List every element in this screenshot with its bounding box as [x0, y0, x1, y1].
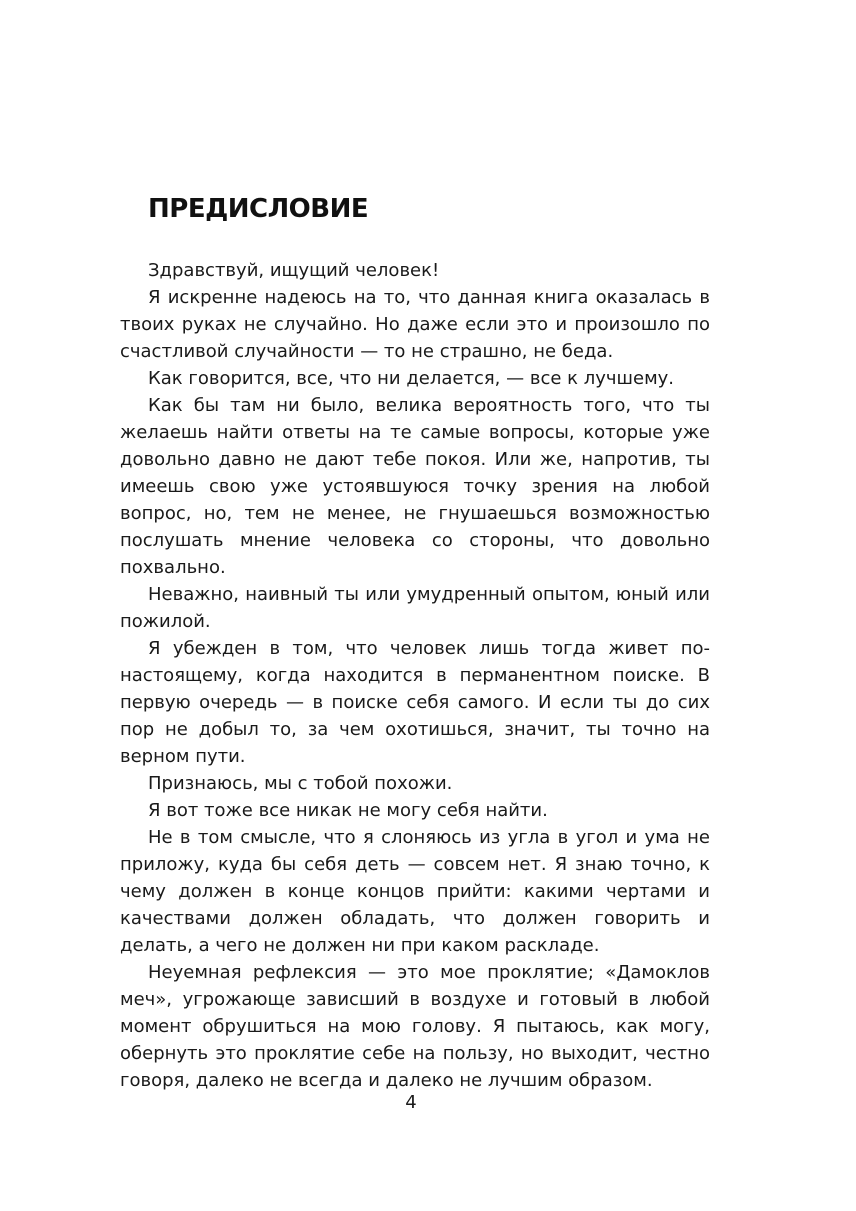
page-number: 4 [405, 1092, 417, 1113]
paragraph: Признаюсь, мы с тобой похожи. [148, 773, 453, 794]
paragraph: Здравствуй, ищущий человек! [148, 260, 440, 281]
paragraph: Неважно, наивный ты или умудренный опытом, юный или пожилой. [120, 584, 710, 632]
chapter-heading: ПРЕДИСЛОВИЕ [148, 194, 369, 224]
body-text [120, 257, 710, 1094]
paragraph: Я убежден в том, что человек лишь тогда живет по-настоящему, когда находится в перманентном поиске. В первую очередь — в поиске себя самого. И если ты до сих пор не добыл то, за чем охотишься, значит, ты точно на верном пути. [120, 638, 710, 767]
paragraph: Я искренне надеюсь на то, что данная книга оказалась в твоих руках не случайно. Но даже если это и произошло по счастливой случайности — то не страшно, не беда. [120, 287, 710, 362]
paragraph: Я вот тоже все никак не могу себя найти. [148, 800, 548, 821]
paragraph: Не в том смысле, что я слоняюсь из угла в угол и ума не приложу, куда бы себя деть — совсем нет. Я знаю точно, к чему должен в конце концов прийти: какими чертами и качествами должен обладать, что должен говорить и делать, а чего не должен ни при каком раскладе. [120, 827, 710, 956]
paragraph: Неуемная рефлексия — это мое проклятие; «Дамоклов меч», угрожающе зависший в воздухе и готовый в любой момент обрушиться на мою голову. Я пытаюсь, как могу, обернуть это проклятие себе на пользу, но выходит, честно говоря, далеко не всегда и далеко не лучшим образом. [120, 962, 710, 1091]
paragraph: Как бы там ни было, велика вероятность того, что ты желаешь найти ответы на те самые вопросы, которые уже довольно давно не дают тебе покоя. Или же, напротив, ты имеешь свою уже устоявшуюся точку зрения на любой вопрос, но, тем не менее, не гнушаешься возможностью послушать мнение человека со стороны, что довольно похвально. [120, 395, 710, 578]
paragraph: Как говорится, все, что ни делается, — все к лучшему. [148, 368, 675, 389]
